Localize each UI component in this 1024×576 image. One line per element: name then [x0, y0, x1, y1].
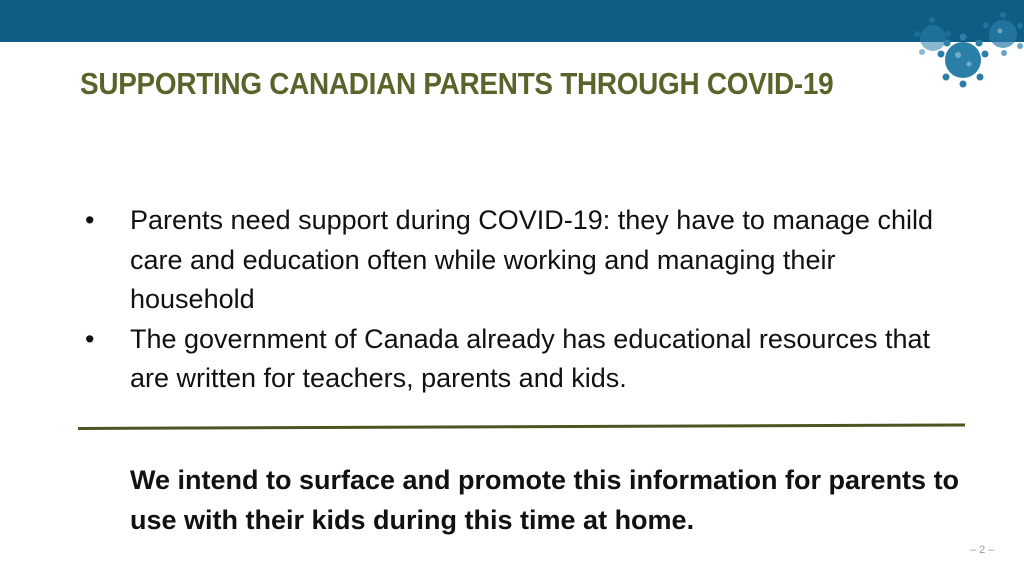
bullet-text: The government of Canada already has educational resources that are written for teachers, parents and kids.	[130, 323, 930, 393]
list-item	[85, 320, 965, 399]
divider	[78, 423, 965, 431]
bullet-marker: •	[85, 205, 95, 235]
coronavirus-icon	[908, 12, 1024, 96]
slide-title: SUPPORTING CANADIAN PARENTS THROUGH COVID-19	[80, 66, 834, 101]
page-number: – 2 –	[970, 544, 995, 556]
header-bar	[0, 0, 1024, 42]
bullet-list	[85, 201, 965, 399]
bullet-text: Parents need support during COVID-19: they have to manage child care and education often while working and managing their household	[130, 205, 933, 314]
conclusion-statement: We intend to surface and promote this information for parents to use with their kids during this time at home.	[130, 465, 960, 535]
bullet-marker: •	[85, 323, 95, 354]
list-item	[85, 201, 965, 320]
